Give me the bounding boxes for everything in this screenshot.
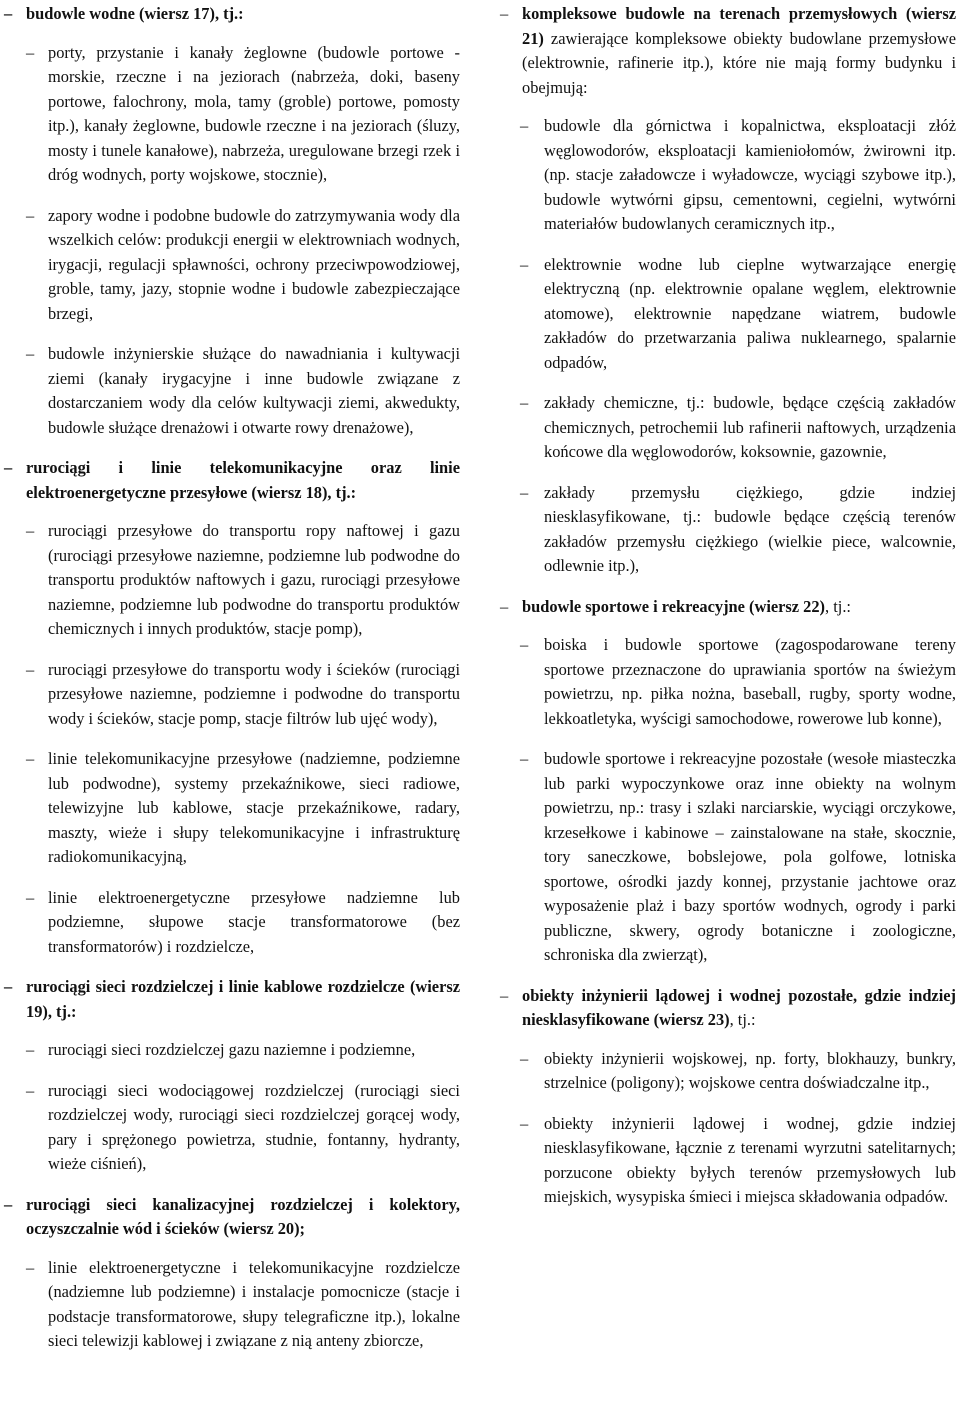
list-item-text: budowle dla górnictwa i kopalnictwa, eksploatacji złóż węglowodorów, eksploatacji kamieniołomów, żwirowni itp. (np. stacje załadowcze i wyładowcze, wyciągi szybowe itp.), budowle wytwórni gipsu, cementowni, cegielni, wytwórni materiałów budowlanych ceramicznych itp., [544,116,956,233]
list-item-text: linie elektroenergetyczne przesyłowe nadziemne lub podziemne, słupowe stacje transformatorowe (bez transformatorów) i rozdzielcze, [48,887,460,956]
list-dash: – [26,521,35,540]
section-sports-recreation [500,595,956,620]
list-dash: – [520,254,529,274]
list-item [520,114,956,237]
list-item-text: budowle sportowe i rekreacyjne pozostałe (wesołe miasteczka lub parki wypoczynkowe oraz inne obiekty na wolnym powietrzu, np.: trasy i szlaki narciarskie, wyciągi orczykowe, krzesełkowe i kabinowe – zainstalowane na stałe, skocznie, tory saneczkowe, bobslejowe, pola golfowe, lotniska sportowe, ośrodki jazdy konnej, przystanie jachtowe oraz wyposażenie plaż i bazy sportów wodnych, ogrody i parki publiczne, skwery, ogrody botaniczne i zoologiczne, schroniska dla zwierząt), [544,749,956,964]
list-item-text: zapory wodne i podobne budowle do zatrzymywania wody dla wszelkich celów: produkcji energii w elektrowniach wodnych, irygacji, regulacji spławności, ochrony przeciwpowodziowej, groble, tamy, jazy, stopnie wodne i budowle zabezpieczające brzegi, [48,205,460,323]
list-item [26,1038,460,1063]
list-item [520,1047,956,1096]
list-dash: – [4,458,13,477]
list-item [26,747,460,870]
list-dash: – [26,749,35,768]
list-dash: – [26,887,35,907]
section-other-engineering [500,984,956,1033]
list-item [520,481,956,579]
list-dash: – [500,985,509,1005]
section-heading: rurociągi sieci kanalizacyjnej rozdzielczej i kolektory, oczyszczalnie wód i ścieków (wiersz 20); [26,1194,460,1238]
section-distribution-pipelines [4,975,460,1024]
section-heading: obiekty inżynierii lądowej i wodnej pozostałe, gdzie indziej niesklasyfikowane (wiersz 23) [522,985,956,1029]
list-dash: – [26,659,35,679]
list-dash: – [4,4,13,23]
list-dash: – [520,482,529,502]
list-dash: – [26,42,35,62]
list-dash: – [520,635,529,654]
list-item [26,658,460,732]
list-dash: – [520,749,529,768]
section-sewage [4,1193,460,1242]
section-pipelines-transmission [4,456,460,505]
list-dash: – [26,205,35,225]
list-item [26,41,460,188]
list-item-text: linie telekomunikacyjne przesyłowe (nadziemne, podziemne lub podwodne), systemy przekaźnikowe, sieci radiowe, telewizyjne lub kablowe, stacje przekaźnikowe, radary, maszty, wieże i słupy telekomunikacyjne i infrastrukturę radiokomunikacyjną, [48,749,460,866]
list-dash: – [520,1113,529,1133]
list-item [520,391,956,465]
list-dash: – [520,116,529,135]
list-item-text: rurociągi sieci rozdzielczej gazu naziemne i podziemne, [48,1040,416,1059]
section-heading-rest: , tj.: [825,596,851,616]
list-item [520,1112,956,1210]
list-item [520,253,956,376]
list-item [26,1256,460,1354]
list-item-text: obiekty inżynierii wojskowej, np. forty, blokhauzy, bunkry, strzelnice (poligony); wojskowe centra doświadczalne itp., [544,1048,956,1092]
section-heading-rest: , tj.: [729,1010,756,1029]
list-item-text: boiska i budowle sportowe (zagospodarowane tereny sportowe przeznaczone do uprawiania sportów na świeżym powietrzu, np. piłka nożna, baseball, rugby, sporty wodne, lekkoatletyka, wyścigi samochodowe, rowerowe lub konne), [544,635,956,728]
list-item-text: linie elektroenergetyczne i telekomunikacyjne rozdzielcze (nadziemne lub podziemne) i instalacje pomocnicze (stacje i podstacje transformatorowe, słupy telegraficzne itp.), lokalne sieci telewizji kablowej i związane z nią anteny zbiorcze, [48,1257,460,1350]
list-dash: – [26,1257,35,1277]
list-item [520,747,956,968]
right-column [500,2,956,1415]
section-heading: rurociągi i linie telekomunikacyjne oraz linie elektroenergetyczne przesyłowe (wiersz 18), tj.: [26,458,460,502]
section-water-structures [4,2,460,27]
list-item-text: zakłady przemysłu ciężkiego, gdzie indziej niesklasyfikowane, tj.: budowle będące częścią terenów zakładów przemysłu ciężkiego (wielkie piece, walcownie, odlewnie itp.), [544,482,956,575]
list-item [26,519,460,642]
list-item-text: zakłady chemiczne, tj.: budowle, będące częścią zakładów chemicznych, petrochemii lub rafinerii naftowych, urządzenia końcowe dla węglowodorów, koksownie, gazownie, [544,393,956,461]
list-item-text: rurociągi przesyłowe do transportu wody i ścieków (rurociągi przesyłowe naziemne, podziemne i podwodne do transportu wody i ścieków, stacje pomp, stacje filtrów lub ujęć wody), [48,659,460,728]
list-dash: – [4,1194,13,1214]
list-dash: – [500,4,509,23]
section-heading: budowle sportowe i rekreacyjne (wiersz 22) [522,596,826,616]
list-item [26,342,460,440]
list-dash: – [520,1048,529,1068]
section-heading: budowle wodne (wiersz 17), tj.: [26,4,244,23]
list-dash: – [500,596,509,616]
section-heading: kompleksowe budowle na terenach przemysłowych (wiersz 21) [522,4,956,48]
list-item-text: rurociągi sieci wodociągowej rozdzielczej (rurociągi sieci rozdzielczej wody, rurociągi sieci rozdzielczej gorącej wody, pary i sprężonego powietrza, studnie, fontanny, hydranty, wieże ciśnień), [48,1080,460,1173]
list-item-text: budowle inżynierskie służące do nawadniania i kultywacji ziemi (kanały irygacyjne i inne budowle związane z dostarczaniem wody dla celów kultywacji ziemi, akwedukty, budowle służące drenażowi i otwarte rowy drenażowe), [48,344,460,437]
list-item-text: elektrownie wodne lub cieplne wytwarzające energię elektryczną (np. elektrownie opalane węglem, elektrownie atomowe), elektrownie napędzane wiatrem, budowle zakładów do przetwarzania paliwa nuklearnego, spalarnie odpadów, [544,254,956,372]
list-dash: – [26,1080,35,1100]
list-item-text: porty, przystanie i kanały żeglowne (budowle portowe - morskie, rzeczne i na jeziorach (nabrzeża, doki, baseny portowe, falochrony, mola, tamy (groble) portowe, pomosty itp.), kanały żeglowne, budowle rzeczne i na jeziorach (śluzy, mosty i tunele kanałowe), nabrzeża, uregulowane brzegi rzek i dróg wodnych, porty wojskowe, stocznie), [48,42,460,184]
list-item [26,886,460,960]
list-dash: – [4,977,13,996]
section-heading-rest: zawierające kompleksowe obiekty budowlane przemysłowe (elektrownie, rafinerie itp.), które nie mają formy budynku i obejmują: [522,28,956,97]
left-column [4,2,460,1415]
list-dash: – [26,1040,35,1059]
section-heading: rurociągi sieci rozdzielczej i linie kablowe rozdzielcze (wiersz 19), tj.: [26,977,460,1021]
list-dash: – [520,393,529,412]
list-item [26,204,460,327]
section-industrial-complexes [500,2,956,100]
list-item [26,1079,460,1177]
list-item-text: obiekty inżynierii lądowej i wodnej, gdzie indziej niesklasyfikowane, łącznie z terenami wyrzutni satelitarnych; porzucone obiekty byłych terenów przemysłowych lub miejskich, wysypiska śmieci i miejsca składowania odpadów. [544,1113,956,1206]
list-item-text: rurociągi przesyłowe do transportu ropy naftowej i gazu (rurociągi przesyłowe naziemne, podziemne lub podwodne do transportu produktów naftowych i gazu, rurociągi przesyłowe naziemne, podziemne lub podwodne do transportu produktów chemicznych i innych produktów, stacje pomp), [48,521,460,638]
list-item [520,633,956,731]
list-dash: – [26,344,35,363]
